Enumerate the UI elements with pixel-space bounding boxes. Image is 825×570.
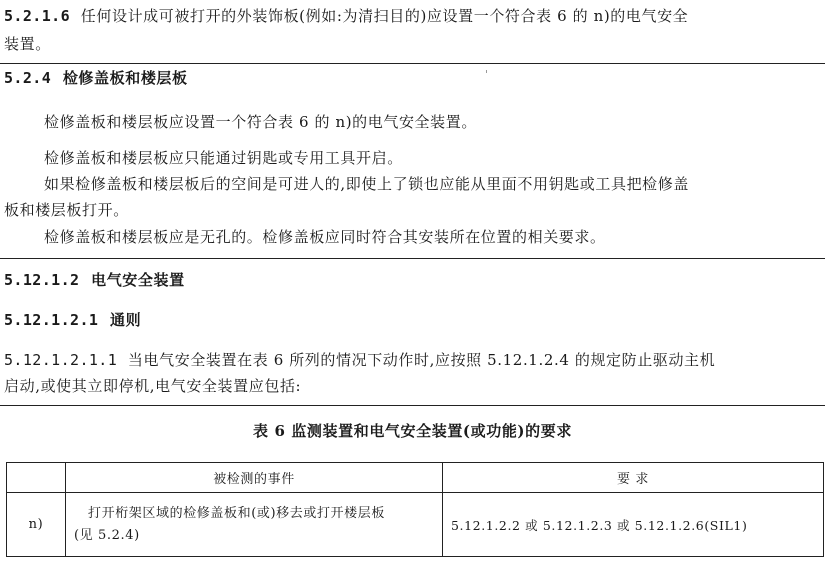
clause-number: 5.12.1.2.1 — [4, 311, 99, 329]
clause-5-2-4-heading — [4, 66, 188, 91]
clause-number: 5.12.1.2.1.1 — [4, 351, 118, 369]
clause-5-2-1-6-line1 — [4, 4, 688, 29]
clause-number: 5.2.1.6 — [4, 7, 71, 25]
table-row — [7, 493, 824, 557]
paragraph: 如果检修盖板和楼层板后的空间是可进人的,即使上了锁也应能从里面不用钥匙或工具把检修盖 — [44, 175, 689, 193]
divider — [0, 405, 825, 406]
header-cell-requirement: 要 求 — [443, 463, 824, 493]
divider — [0, 63, 825, 64]
paragraph: 检修盖板和楼层板应只能通过钥匙或专用工具开启。 — [44, 149, 403, 167]
row-requirement-cell: 5.12.1.2.2 或 5.12.1.2.3 或 5.12.1.2.6(SIL1) — [443, 493, 824, 557]
header-cell-empty — [7, 463, 66, 493]
clause-5-12-1-2-1-1-line1 — [4, 348, 715, 373]
clause-text: 当电气安全装置在表 6 所列的情况下动作时,应按照 5.12.1.2.4 的规定防止驱动主机 — [127, 351, 716, 369]
row-event-cell — [66, 493, 443, 557]
clause-number: 5.12.1.2 — [4, 271, 80, 289]
clause-5-2-1-6-line2: 装置。 — [4, 35, 51, 53]
clause-title: 电气安全装置 — [91, 271, 185, 289]
table-caption: 表 6 监测装置和电气安全装置(或功能)的要求 — [253, 422, 572, 440]
paragraph: 检修盖板和楼层板应设置一个符合表 6 的 n)的电气安全装置。 — [44, 113, 477, 131]
row-event-line1: 打开桁架区域的检修盖板和(或)移去或打开楼层板 — [88, 505, 385, 521]
clause-5-12-1-2-heading — [4, 268, 185, 293]
paragraph: 板和楼层板打开。 — [4, 201, 129, 219]
scan-speck — [486, 70, 487, 73]
clause-title: 检修盖板和楼层板 — [62, 69, 188, 87]
table-header-row — [7, 463, 824, 493]
divider — [0, 258, 825, 259]
clause-title: 通则 — [109, 311, 142, 329]
clause-5-12-1-2-1-1-line2: 启动,或使其立即停机,电气安全装置应包括: — [4, 377, 302, 395]
paragraph: 检修盖板和楼层板应是无孔的。检修盖板应同时符合其安装所在位置的相关要求。 — [44, 228, 606, 246]
row-event-line2: (见 5.2.4) — [74, 527, 140, 543]
requirements-table — [6, 462, 824, 557]
clause-number: 5.2.4 — [4, 69, 52, 87]
row-label-cell: n) — [7, 493, 66, 557]
clause-text: 任何设计成可被打开的外装饰板(例如:为清扫目的)应设置一个符合表 6 的 n)的电气安全 — [80, 7, 689, 25]
clause-5-12-1-2-1-heading — [4, 308, 141, 333]
header-cell-event: 被检测的事件 — [66, 463, 443, 493]
